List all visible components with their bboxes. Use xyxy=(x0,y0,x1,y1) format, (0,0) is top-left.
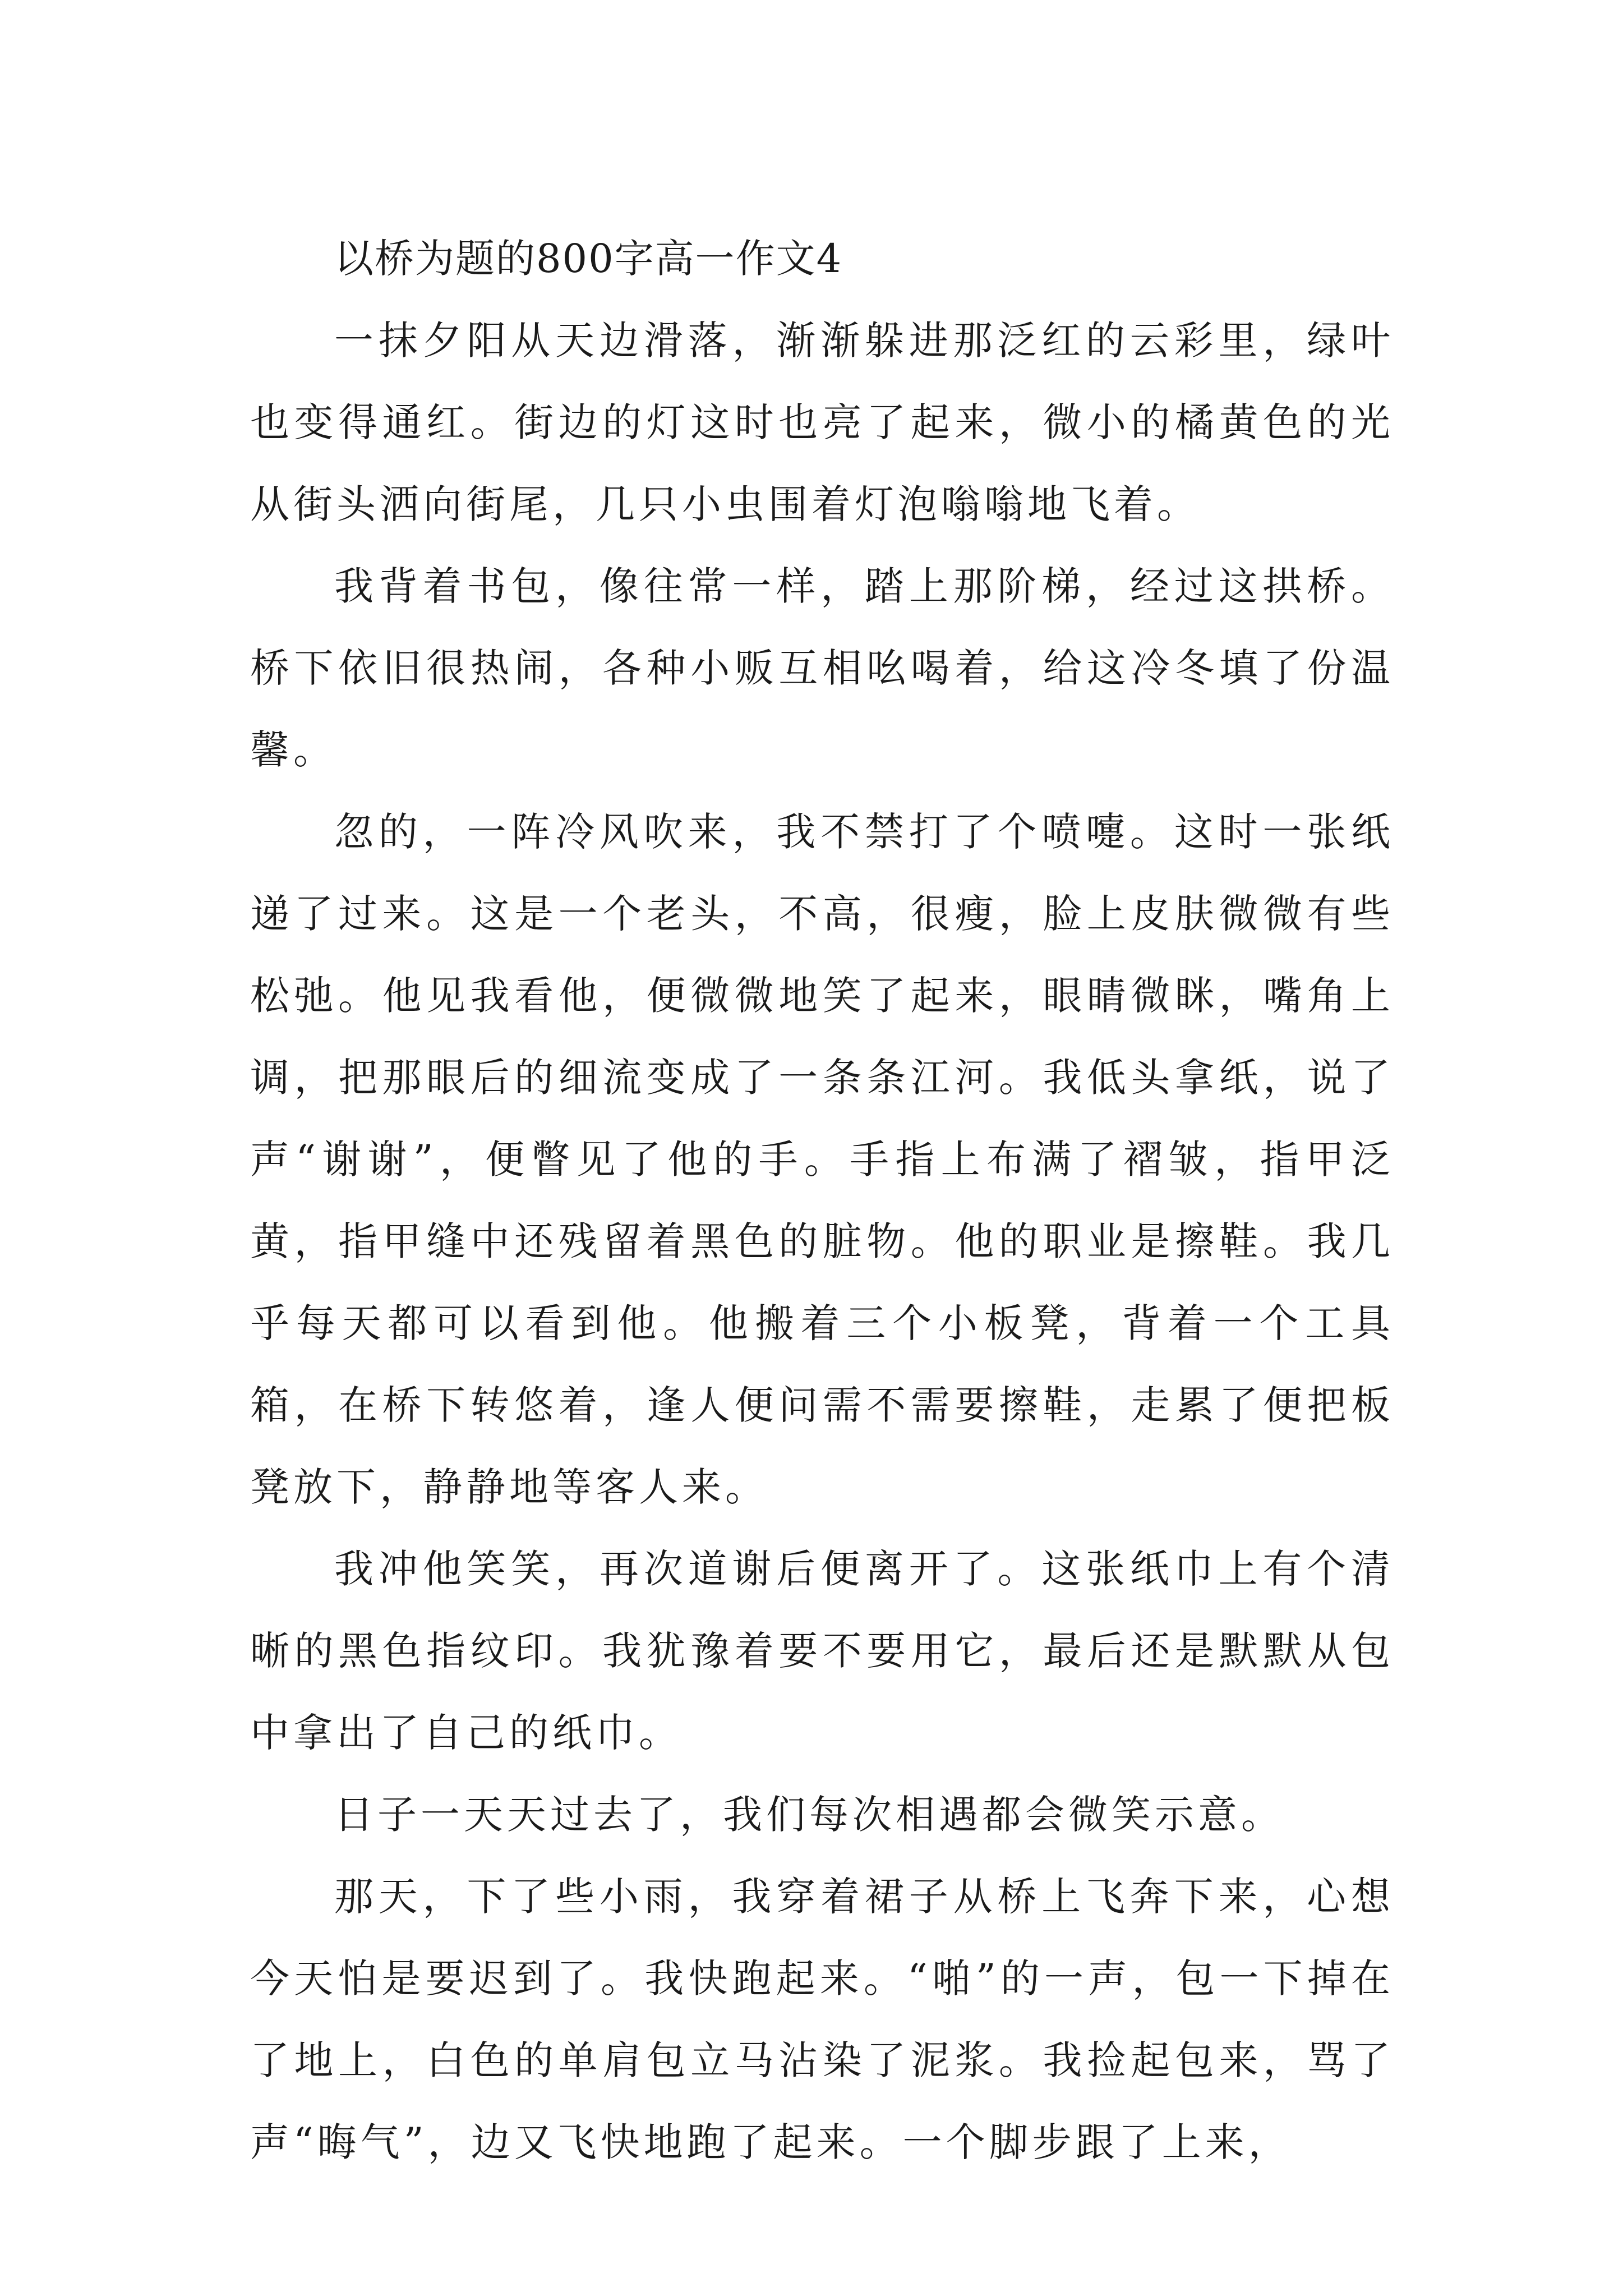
paragraph-4: 我冲他笑笑，再次道谢后便离开了。这张纸巾上有个清晰的黑色指纹印。我犹豫着要不要用它，最后还是默默从包中拿出了自己的纸巾。 xyxy=(250,1546,1394,1756)
paragraph-1: 一抹夕阳从天边滑落，渐渐躲进那泛红的云彩里，绿叶也变得通红。街边的灯这时也亮了起来，微小的橘黄色的光从街头洒向街尾，几只小虫围着灯泡嗡嗡地飞着。 xyxy=(250,318,1394,527)
essay-title: 以桥为题的800字高一作文4 xyxy=(334,236,843,282)
essay-body xyxy=(250,218,1394,2183)
paragraph-5: 日子一天天过去了，我们每次相遇都会微笑示意。 xyxy=(334,1792,1284,1838)
paragraph-3: 忽的，一阵冷风吹来，我不禁打了个喷嚏。这时一张纸递了过来。这是一个老头，不高，很瘦，脸上皮肤微微有些松弛。他见我看他，便微微地笑了起来，眼睛微眯，嘴角上调，把那眼后的细流变成了一条条江河。我低头拿纸，说了声“谢谢”，便瞥见了他的手。手指上布满了褶皱，指甲泛黄，指甲缝中还残留着黑色的脏物。他的职业是擦鞋。我几乎每天都可以看到他。他搬着三个小板凳，背着一个工具箱，在桥下转悠着，逢人便问需不需要擦鞋，走累了便把板凳放下，静静地等客人来。 xyxy=(250,809,1394,1510)
paragraph-2: 我背着书包，像往常一样，踏上那阶梯，经过这拱桥。桥下依旧很热闹，各种小贩互相吆喝着，给这冷冬填了份温馨。 xyxy=(250,563,1394,773)
paragraph-6: 那天，下了些小雨，我穿着裙子从桥上飞奔下来，心想今天怕是要迟到了。我快跑起来。“啪”的一声，包一下掉在了地上，白色的单肩包立马沾染了泥浆。我捡起包来，骂了声“晦气”，边又飞快地跑了起来。一个脚步跟了上来， xyxy=(250,1874,1394,2165)
